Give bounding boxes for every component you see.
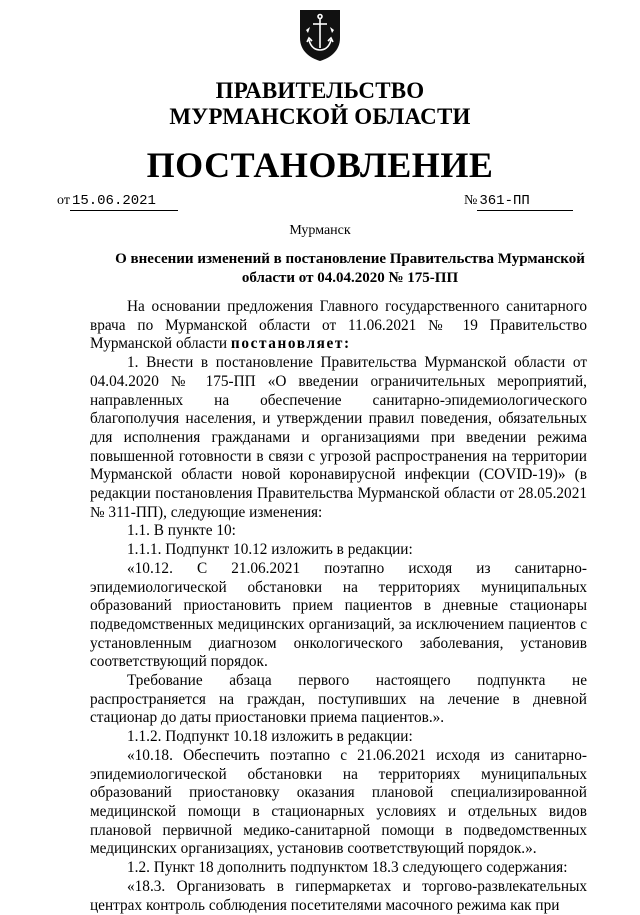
org-line-1: ПРАВИТЕЛЬСТВО: [215, 78, 425, 103]
date-label: от: [57, 193, 70, 208]
subject-line-2: области от 04.04.2020 № 175-ПП: [241, 270, 459, 286]
document-subject: [110, 250, 590, 288]
paragraph: 1.1.1. Подпункт 10.12 изложить в редакции:: [127, 541, 413, 559]
city: Мурманск: [289, 223, 351, 238]
paragraph: Требование абзаца первого настоящего подпункта не распространяется на граждан, поступивших на лечение в дневной стационар до даты приостановки приема пациентов.».: [90, 672, 587, 727]
paragraph: 1. Внести в постановление Правительства Мурманской области от 04.04.2020 № 175-ПП «О введении ограничительных мероприятий, направленных на обеспечение санитарно-эпидемиологического благополучия населения, и утверждении правил поведения, обязательных для исполнения гражданами и организациями при введении режима повышенной готовности в связи с угрозой распространения на территории Мурманской области новой коронавирусной инфекции (COVID-19)» (в редакции постановления Правительства Мурманской области от 28.05.2021 № 311-ПП), следующие изменения:: [90, 354, 587, 521]
paragraph: 1.1. В пункте 10:: [127, 522, 236, 540]
number-value: 361-ПП: [477, 193, 573, 211]
paragraph: «18.3. Организовать в гипермаркетах и торгово-развлекательных центрах контроль соблюдения посетителями масочного режима как при: [90, 877, 587, 914]
decree-word: постановляет:: [230, 335, 351, 353]
government-name: [0, 78, 640, 130]
document-body: [90, 298, 587, 915]
org-line-2: МУРМАНСКОЙ ОБЛАСТИ: [169, 104, 471, 129]
number-label: №: [464, 193, 478, 208]
date-value: 15.06.2021: [70, 193, 178, 211]
document-type: ПОСТАНОВЛЕНИЕ: [146, 145, 494, 185]
paragraph: 1.1.2. Подпункт 10.18 изложить в редакции:: [127, 728, 413, 746]
preamble-text: На основании предложения Главного государственного санитарного врача по Мурманской области от 11.06.2021 № 19 Правительство Мурманской области: [90, 298, 587, 353]
paragraph-preamble: [90, 298, 587, 354]
coat-of-arms-icon: [298, 8, 342, 62]
paragraph: 1.2. Пункт 18 дополнить подпунктом 18.3 следующего содержания:: [127, 859, 568, 877]
subject-line-1: О внесении изменений в постановление Правительства Мурманской: [115, 251, 585, 267]
paragraph: «10.12. С 21.06.2021 поэтапно исходя из санитарно-эпидемиологической обстановки на территориях муниципальных образований приостановить прием пациентов в дневные стационары подведомственных медицинских организаций, за исключением пациентов с установленным диагнозом онкологического заболевания, установив соответствующий порядок.: [90, 559, 587, 671]
date-field: [57, 193, 178, 211]
paragraph: «10.18. Обеспечить поэтапно с 21.06.2021 исходя из санитарно-эпидемиологической обстановки на территориях муниципальных образований приостановку оказания плановой специализированной медицинской помощи в стационарных условиях и отдельных видов плановой первичной медико-санитарной помощи в подведомственных медицинских организациях, установив соответствующий порядок.».: [90, 746, 587, 858]
number-field: [464, 193, 573, 211]
